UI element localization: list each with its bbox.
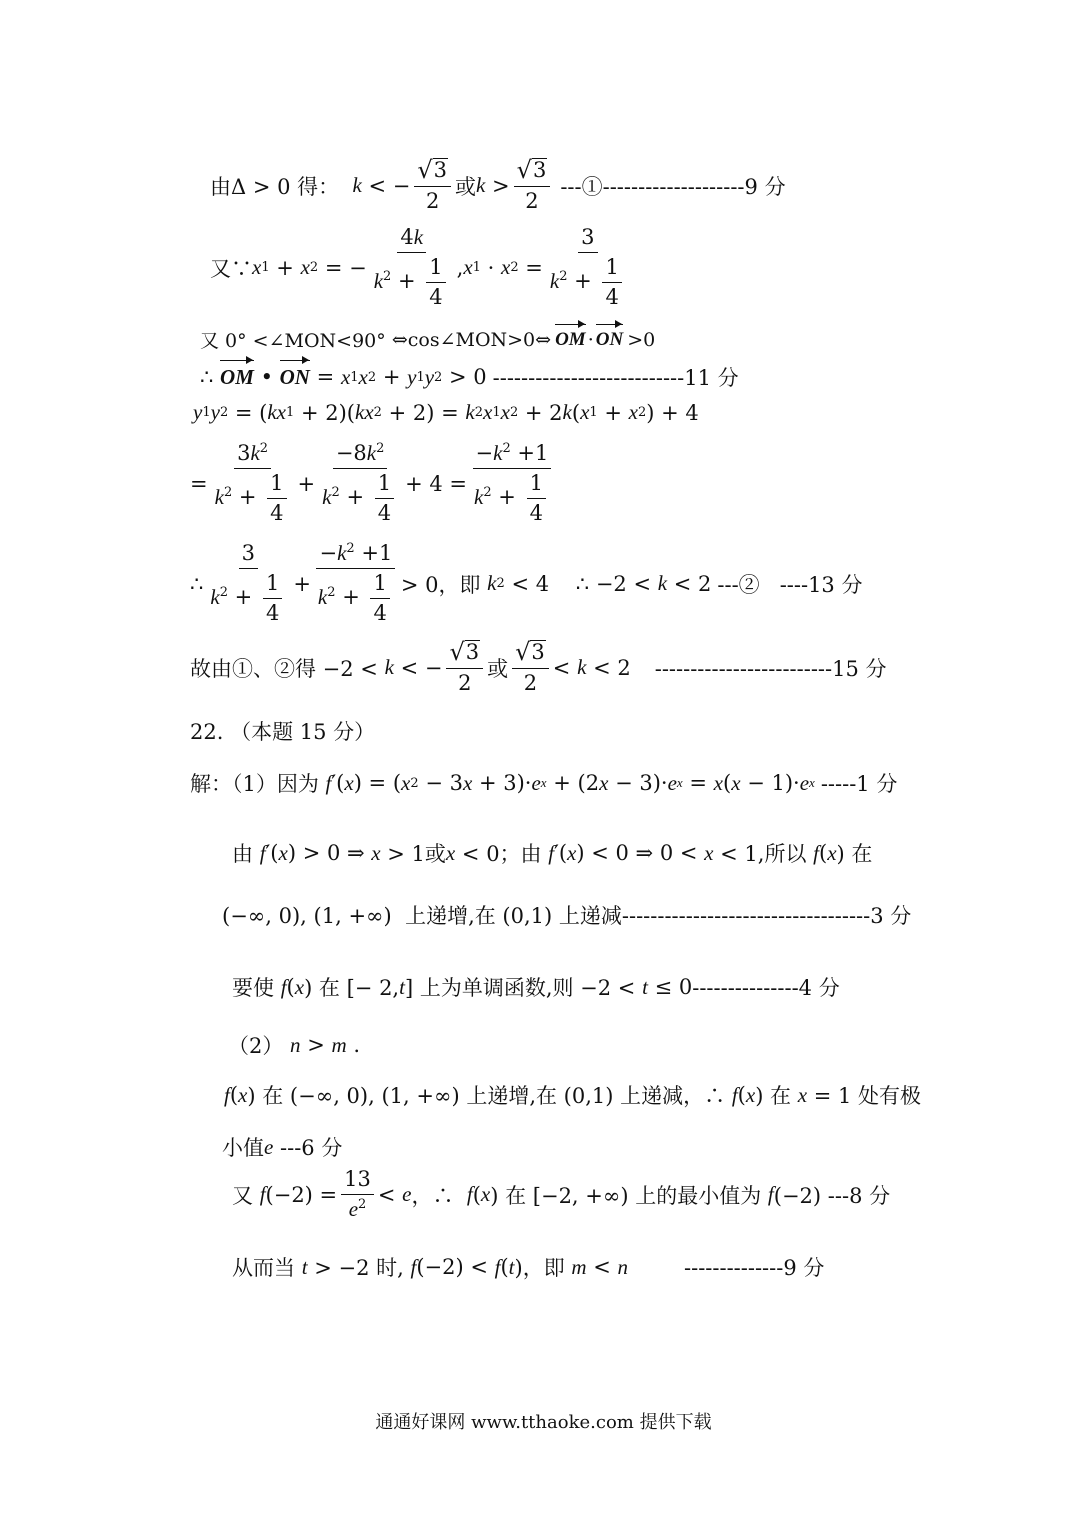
line-inequality-k: ∴ 3 $k^2$ + $\frac{1}{4}$ + $-k^2 +1$ $k^2$ + $\frac{1}{4}$ > 0，即 k 2 < 4 ∴ −2 < k < 2 ---② ----13 分: [190, 541, 863, 626]
line-delta-condition: 由Δ > 0 得： k < − √ 3 2 或 k > √ 3 2 ---①--------------------9 分: [210, 156, 786, 214]
line-intervals: (−∞, 0), (1, +∞) 上递增,在 (0,1) 上递减 -----------------------------------3 分: [222, 904, 912, 928]
line-min-value: 小值 e ---6 分: [222, 1134, 343, 1160]
line-extremum: f ( x ) 在 (−∞, 0), (1, +∞) 上递增,在 (0,1) 上递减，∴ f ( x ) 在 x = 1 处有极: [224, 1082, 922, 1108]
line-vieta: 又∵ x 1 + x 2 = − 4k $k^2$ + $\frac{1}{4}$ , x 1 · x 2 = 3 $k^2$ + $\frac{1}{4}$: [210, 226, 633, 309]
line-y1y2-simplify: = $3k^2$ $k^2$ + $\frac{1}{4}$ + $-8k^2$ $k^2$ + $\frac{1}{4}$ + 4 = $-k^2 +1$ $k^2$ + $\frac{1}{4}$: [190, 442, 557, 525]
line-k-range-result: 故由①、②得 −2 < k < − √ 3 2 或 √ 3 2 < k < 2 -------------------------15 分: [190, 638, 887, 696]
line-part2: （2） n > m .: [228, 1032, 361, 1058]
line-f-minus2: 又 f (−2) = $\frac{13}{e^2}$ < e ，∴ f ( x ) 在 [−2, +∞) 上的最小值为 f (−2) ---8 分: [232, 1167, 891, 1222]
line-monotonic-analysis: 由 f ′( x ) > 0 ⇒ x > 1或 x < 0；由 f ′( x ) < 0 ⇒ 0 < x < 1,所以 f ( x ) 在: [232, 840, 873, 866]
footer-source: 通通好课网 www.tthaoke.com 提供下载: [375, 1412, 712, 1433]
line-y1y2-expand: y 1 y 2 = ( kx 1 + 2)( kx 2 + 2) = k 2 x 1 x 2 + 2 k ( x 1 + x 2 ) + 4: [193, 400, 699, 425]
line-derivative: 解：（1）因为 f ′( x ) = ( x 2 − 3 x + 3)· e x + (2 x − 3)· e x = x ( x − 1)· e x -----1 分: [190, 770, 898, 796]
line-conclusion: 从而当 t > −2 时, f (−2) < f ( t )，即 m < n --------------9 分: [232, 1254, 825, 1280]
line-dot-product: ∴ OM • ON = x 1 x 2 + y 1 y 2 > 0 ---------------------------11 分: [200, 364, 739, 390]
problem-22-heading: 22. （本题 15 分）: [190, 720, 376, 744]
line-monotonic-t: 要使 f ( x ) 在 [− 2, t ] 上为单调函数,则 −2 < t ≤ 0 ---------------4 分: [232, 974, 840, 1000]
line-angle-condition: 又 0° <∠MON<90° ⇔ cos∠MON>0 ⇔ OM · ON >0: [200, 328, 656, 352]
